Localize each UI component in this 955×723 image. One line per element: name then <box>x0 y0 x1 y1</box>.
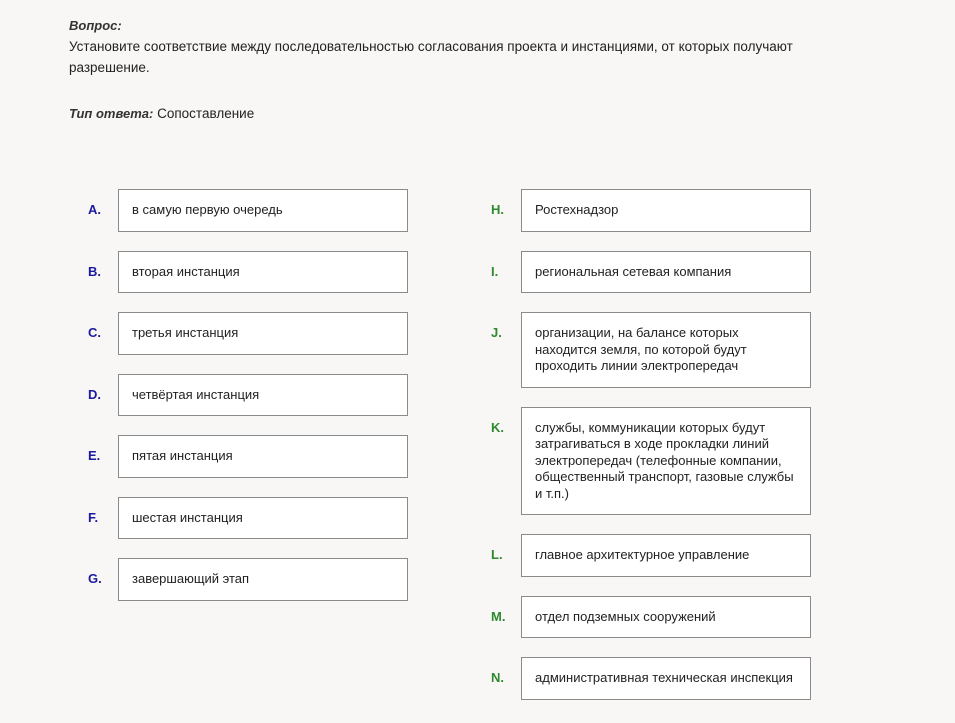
right-item-n <box>491 657 811 700</box>
match-box[interactable]: отдел подземных сооружений <box>521 596 811 639</box>
match-box[interactable]: службы, коммуникации которых будут затрагиваться в ходе прокладки линий электропередач (телефонные компании, общественный транспорт, газовые службы и т.п.) <box>521 407 811 516</box>
left-item-e <box>88 435 408 478</box>
left-column <box>88 189 408 620</box>
left-item-d <box>88 374 408 417</box>
right-item-h <box>491 189 811 232</box>
match-box[interactable]: пятая инстанция <box>118 435 408 478</box>
item-letter: N. <box>491 670 504 685</box>
item-letter: C. <box>88 325 101 340</box>
match-box[interactable]: организации, на балансе которых находится земля, по которой будут проходить линии электропередач <box>521 312 811 388</box>
item-letter: A. <box>88 202 101 217</box>
right-item-m <box>491 596 811 639</box>
item-letter: F. <box>88 509 99 525</box>
right-item-k <box>491 407 811 516</box>
left-item-a <box>88 189 408 232</box>
match-box[interactable]: третья инстанция <box>118 312 408 355</box>
item-letter: B. <box>88 263 101 279</box>
item-letter: J. <box>491 325 502 340</box>
match-box[interactable]: четвёртая инстанция <box>118 374 408 417</box>
right-item-j <box>491 312 811 388</box>
match-box[interactable]: шестая инстанция <box>118 497 408 540</box>
item-letter: E. <box>88 448 101 463</box>
question-text: Установите соответствие между последовательностью согласования проекта и инстанциями, от которых получают разрешение. <box>69 39 793 75</box>
item-letter: I. <box>491 263 499 279</box>
match-box[interactable]: завершающий этап <box>118 558 408 601</box>
left-item-b <box>88 251 408 294</box>
match-box[interactable]: региональная сетевая компания <box>521 251 811 294</box>
item-letter: L. <box>491 547 503 562</box>
right-item-i <box>491 251 811 294</box>
left-item-g <box>88 558 408 601</box>
item-letter: G. <box>88 571 102 586</box>
item-letter: K. <box>491 419 504 435</box>
answer-type-label: Тип ответа: <box>69 106 154 121</box>
question-block <box>69 16 829 78</box>
question-heading: Вопрос: <box>69 18 122 33</box>
right-item-l <box>491 534 811 577</box>
item-letter: D. <box>88 386 101 402</box>
right-column <box>491 189 811 719</box>
match-box[interactable]: административная техническая инспекция <box>521 657 811 700</box>
left-item-f <box>88 497 408 540</box>
match-box[interactable]: главное архитектурное управление <box>521 534 811 577</box>
left-item-c <box>88 312 408 355</box>
match-box[interactable]: Ростехнадзор <box>521 189 811 232</box>
answer-type <box>69 104 254 124</box>
match-box[interactable]: вторая инстанция <box>118 251 408 294</box>
item-letter: H. <box>491 202 504 217</box>
item-letter: M. <box>491 608 506 624</box>
answer-type-value: Сопоставление <box>157 106 255 121</box>
match-box[interactable]: в самую первую очередь <box>118 189 408 232</box>
